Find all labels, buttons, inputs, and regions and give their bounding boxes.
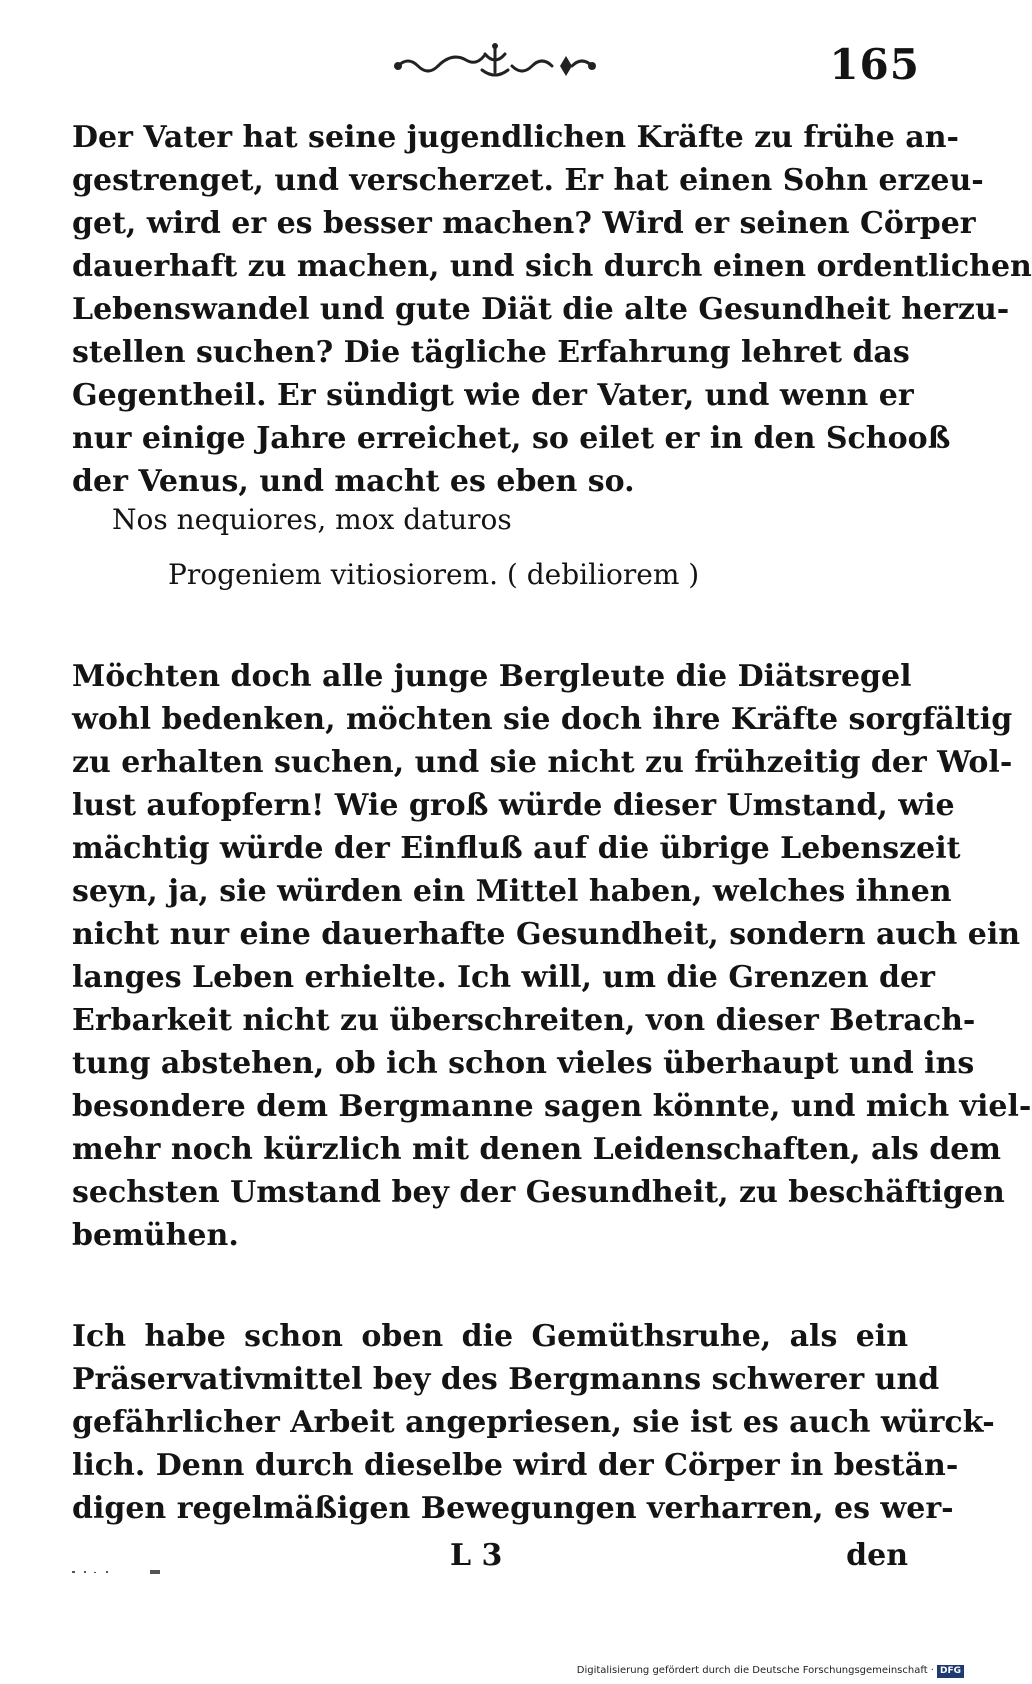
text-line: gestrenget, und verscherzet. Er hat einen Sohn erzeu- <box>72 163 984 198</box>
page-number: 165 <box>829 40 920 89</box>
text-line: seyn, ja, sie würden ein Mittel haben, welches ihnen <box>72 874 952 909</box>
text-line: nicht nur eine dauerhafte Gesundheit, sondern auch ein <box>72 917 1021 952</box>
text-line: nur einige Jahre erreichet, so eilet er in den Schooß <box>72 421 951 456</box>
text-line: besondere dem Bergmanne sagen könnte, und mich viel- <box>72 1089 1032 1124</box>
text-line: dauerhaft zu machen, und sich durch einen ordentlichen <box>72 249 1032 284</box>
text-line: Ich habe schon oben die Gemüthsruhe, als ein <box>72 1319 908 1354</box>
signature-mark: L 3 <box>450 1538 503 1573</box>
text-line: stellen suchen? Die tägliche Erfahrung lehret das <box>72 335 910 370</box>
footer-text: Digitalisierung gefördert durch die Deutsche Forschungsgemeinschaft · <box>576 1665 934 1676</box>
digitization-footer <box>577 1664 964 1678</box>
text-line: mehr noch kürzlich mit denen Leidenschaften, als dem <box>72 1132 1002 1167</box>
dfg-logo: DFG <box>937 1665 964 1678</box>
text-line: lich. Denn durch dieselbe wird der Cörper in bestän- <box>72 1448 959 1483</box>
text-line: Erbarkeit nicht zu überschreiten, von dieser Betrach- <box>72 1003 976 1038</box>
text-line: zu erhalten suchen, und sie nicht zu frühzeitig der Wol- <box>72 745 1013 780</box>
paragraph-3 <box>72 1315 995 1530</box>
text-line: wohl bedenken, möchten sie doch ihre Kräfte sorgfältig <box>72 702 1013 737</box>
text-line: der Venus, und macht es eben so. <box>72 464 635 499</box>
print-smudge <box>72 1560 162 1566</box>
text-line: langes Leben erhielte. Ich will, um die Grenzen der <box>72 960 935 995</box>
text-line: gefährlicher Arbeit angepriesen, sie ist es auch würck- <box>72 1405 995 1440</box>
latin-verse-line-2: Progeniem vitiosiorem. ( debiliorem ) <box>168 558 700 591</box>
decorative-ornament-icon <box>390 40 600 86</box>
text-line: get, wird er es besser machen? Wird er seinen Cörper <box>72 206 976 241</box>
text-line: Lebenswandel und gute Diät die alte Gesundheit herzu- <box>72 292 1010 327</box>
text-line: Gegentheil. Er sündigt wie der Vater, und wenn er <box>72 378 914 413</box>
text-line: sechsten Umstand bey der Gesundheit, zu beschäftigen <box>72 1175 1005 1210</box>
catchword: den <box>846 1538 908 1573</box>
text-line: digen regelmäßigen Bewegungen verharren, es wer- <box>72 1491 954 1526</box>
latin-verse-line-1: Nos nequiores, mox daturos <box>112 503 512 536</box>
text-line: Der Vater hat seine jugendlichen Kräfte zu frühe an- <box>72 120 959 155</box>
paragraph-1 <box>72 116 1032 503</box>
paragraph-2 <box>72 655 1032 1257</box>
text-line: bemühen. <box>72 1218 239 1253</box>
text-line: mächtig würde der Einfluß auf die übrige Lebenszeit <box>72 831 961 866</box>
text-line: tung abstehen, ob ich schon vieles überhaupt und ins <box>72 1046 975 1081</box>
smudge-dots-icon <box>72 1569 162 1575</box>
text-line: lust aufopfern! Wie groß würde dieser Umstand, wie <box>72 788 955 823</box>
text-line: Möchten doch alle junge Bergleute die Diätsregel <box>72 659 912 694</box>
text-line: Präservativmittel bey des Bergmanns schwerer und <box>72 1362 940 1397</box>
